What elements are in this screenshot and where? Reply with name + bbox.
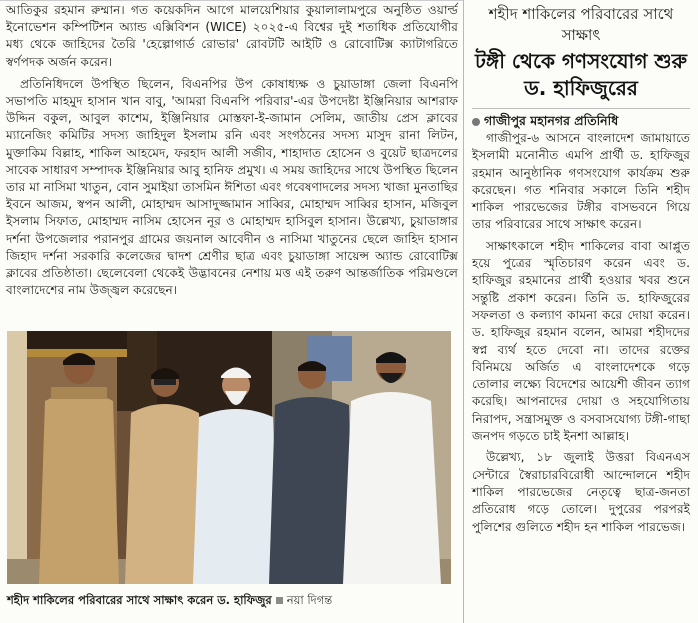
top-rule — [0, 0, 463, 1]
right-paragraph-1: গাজীপুর-৬ আসনে বাংলাদেশ জামায়াতে ইসলামী মনোনীত এমপি প্রার্থী ড. হাফিজুর রহমান আনুষ্ঠানিক গণসংযোগ কার্যক্রম শুরু করেছেন। গত শনিবার সকালে তিনি শহীদ শাকিল পারভেজের টঙ্গীর বাসভবনে গিয়ে তার পরিবারের সাথে সাক্ষাৎ করেন। — [472, 131, 690, 232]
column-divider — [463, 0, 464, 623]
photo-caption — [7, 592, 459, 608]
right-paragraph-2: সাক্ষাৎকালে শহীদ শাকিলের বাবা আপ্লুত হয়ে পুত্রের স্মৃতিচারণ করেন এবং ড. হাফিজুর রহমানের প্রার্থী হওয়ার খবর শুনে সন্তুষ্টি প্রকাশ করেন। তিনি ড. হাফিজুরের সফলতা ও কল্যাণ কামনা করে দোয়া করেন। ড. হাফিজুর রহমান বলেন, আমরা শহীদদের স্বপ্ন ব্যর্থ হতে দেবো না। তাদের রক্তের বিনিময়ে অর্জিত এ বাংলাদেশকে গড়ে তোলার লক্ষ্যে বিদেশের আয়েশী জীবন ত্যাগ করেছি। আপনাদের দোয়া ও সহযোগিতায় নিরাপদ, সন্ত্রাসমুক্ত ও বসবাসযোগ্য টঙ্গী-গাছা জনপদ গড়তে চাই ইনশা আল্লাহ। — [472, 238, 690, 444]
right-article — [472, 4, 690, 540]
caption-source: নয়া দিগন্ত — [286, 593, 333, 607]
left-article-text — [6, 2, 458, 304]
group-photo — [7, 331, 451, 584]
right-article-text — [472, 130, 690, 536]
article-kicker: শহীদ শাকিলের পরিবারের সাথে সাক্ষাৎ — [488, 5, 674, 44]
byline-dot-icon — [472, 118, 480, 126]
left-paragraph-2: প্রতিনিধিদলে উপস্থিত ছিলেন, বিএনপির উপ কোষাধ্যক্ষ ও চুয়াডাঙ্গা জেলা বিএনপি সভাপতি মাহমুদ হাসান খান বাবু, 'আমরা বিএনপি পরিবার'-এর উপদেষ্টা ইঞ্জিনিয়ার আশরাফ উদ্দিন বকুল, আবুল কাশেম, ইঞ্জিনিয়ার মোস্তফা-ই-জামান সেলিম, জাতীয় প্রেস ক্লাবের ম্যানেজিং কমিটির সদস্য জাহিদুল ইসলাম রনি এবং সংগঠনের সদস্য মাসুদ রানা লিটন, মুক্তাকিম বিল্লাহ, শাকিল আহমেদ, ফরহাদ আলী সজীব, শাহাদাত হোসেন ও বুয়েট ছাত্রদলের সাবেক সাধারণ সম্পাদক ইঞ্জিনিয়ার আবু হানিফ প্রমুখ। এ সময় জাহিদের সাথে উপস্থিত ছিলেন তার মা নাসিমা খাতুন, বোন সুমাইয়া তাসমিন ঈশিতা এবং গবেষণাদলের সদস্য খাজা মুনতাছির ইবনে আজম, স্বপন আলী, মোহাম্মদ আসাদুজ্জামান সাব্বির, মোহাম্মদ সাব্বির হাসান, মজিবুল ইসলাম সিফাত, মোহাম্মদ নাসিম হোসেন নূর ও মোহাম্মদ হাসিবুল হাসান। উল্লেখ্য, চুয়াডাঙ্গার দর্শনা উপজেলার পরানপুর গ্রামের জয়নাল আবেদীন ও নাসিমা খাতুনের ছেলে জাহিদ হাসান জিহাদ দর্শনা সরকারি কলেজের দ্বাদশ শ্রেণীর ছাত্র এবং চুয়াডাঙ্গা সায়েন্স অ্যান্ড রোবোটিক্স ক্লাবের প্রতিষ্ঠাতা। ছেলেবেলা থেকেই উদ্ভাবনের নেশায় মত্ত এই তরুণ আন্তর্জাতিক পরিমণ্ডলে বাংলাদেশের নাম উজ্জ্বল করেছেন। — [6, 76, 458, 298]
right-paragraph-3: উল্লেখ্য, ১৮ জুলাই উত্তরা বিএনএস সেন্টারে স্বৈরাচারবিরোধী আন্দোলনে শহীদ শাকিল পারভেজের নেতৃত্বে ছাত্র-জনতা প্রতিরোধ গড়ে তোলে। দুপুরের পরপরই পুলিশের গুলিতে শহীদ হন শাকিল পারভেজ। — [472, 450, 690, 534]
caption-text: শহীদ শাকিলের পরিবারের সাথে সাক্ষাৎ করেন ড. হাফিজুর — [7, 593, 272, 607]
article-byline — [472, 108, 690, 130]
square-bullet-icon — [276, 597, 283, 604]
left-paragraph-1: আতিকুর রহমান রুম্মান। গত কয়েকদিন আগে মালয়েশিয়ার কুয়ালালামপুরে অনুষ্ঠিত ওয়ার্ল্ড ইনোভেশন কম্পিটিশন অ্যান্ড এক্সিবিশন (WICE) ২০২৫-এ বিশ্বের দুই শতাধিক প্রতিযোগীর মধ্য থেকে জাহিদের তৈরি 'হেল্পোগার্ড রোভার' রোবটটি আইটি ও রোবোটিক্স ক্যাটাগরিতে স্বর্ণপদক অর্জন করেন। — [6, 3, 458, 69]
article-headline: টঙ্গী থেকে গণসংযোগ শুরু ড. হাফিজুরের — [475, 49, 687, 100]
byline-text: গাজীপুর মহানগর প্রতিনিধি — [484, 113, 619, 128]
group-photo-image — [7, 331, 451, 584]
